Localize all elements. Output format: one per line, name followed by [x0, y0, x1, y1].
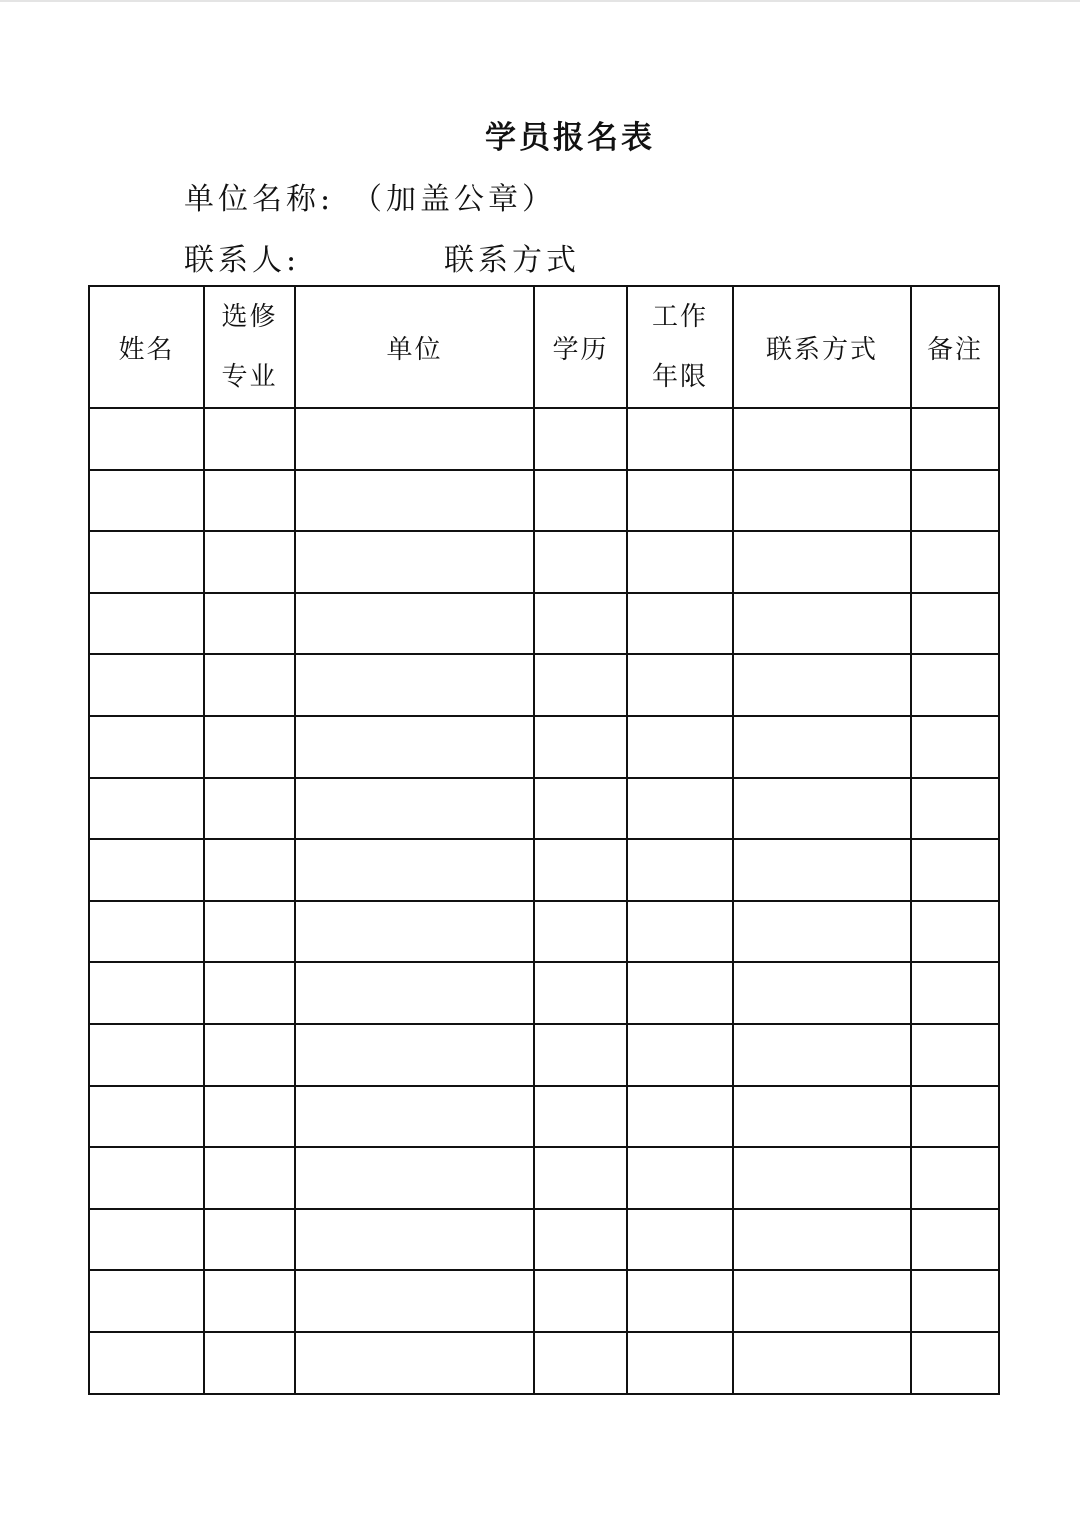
cell-contact[interactable]	[733, 716, 911, 778]
table-row	[89, 716, 999, 778]
table-row	[89, 1332, 999, 1394]
cell-contact[interactable]	[733, 1086, 911, 1148]
table-row	[89, 1086, 999, 1148]
header-education	[534, 286, 627, 408]
header-remarks-text: 备注	[926, 334, 983, 365]
cell-work-years[interactable]	[627, 1332, 733, 1394]
cell-remarks[interactable]	[911, 1086, 999, 1148]
cell-work-years[interactable]	[627, 408, 733, 470]
cell-work-years[interactable]	[627, 1024, 733, 1086]
cell-elective-major[interactable]	[204, 1270, 295, 1332]
cell-elective-major[interactable]	[204, 839, 295, 901]
cell-unit[interactable]	[295, 593, 534, 655]
cell-contact[interactable]	[733, 1209, 911, 1271]
cell-name[interactable]	[89, 1147, 204, 1209]
cell-name[interactable]	[89, 593, 204, 655]
cell-name[interactable]	[89, 408, 204, 470]
cell-unit[interactable]	[295, 531, 534, 593]
header-elective-line1: 选修	[221, 302, 278, 332]
cell-remarks[interactable]	[911, 839, 999, 901]
cell-unit[interactable]	[295, 1209, 534, 1271]
table-row	[89, 1270, 999, 1332]
cell-name[interactable]	[89, 1270, 204, 1332]
cell-elective-major[interactable]	[204, 716, 295, 778]
cell-education[interactable]	[534, 1209, 627, 1271]
header-row	[89, 286, 999, 408]
header-unit-text: 单位	[386, 334, 443, 365]
cell-elective-major[interactable]	[204, 408, 295, 470]
table-row	[89, 1147, 999, 1209]
table-row	[89, 593, 999, 655]
cell-elective-major[interactable]	[204, 654, 295, 716]
cell-education[interactable]	[534, 654, 627, 716]
unit-name-label: 单位名称:	[184, 182, 335, 217]
contact-person-label: 联系人:	[184, 243, 301, 278]
header-work-years-line2: 年限	[651, 362, 708, 392]
cell-name[interactable]	[89, 778, 204, 840]
table-row	[89, 531, 999, 593]
cell-name[interactable]	[89, 962, 204, 1024]
page-top-divider	[0, 0, 1080, 2]
cell-unit[interactable]	[295, 716, 534, 778]
cell-work-years[interactable]	[627, 1209, 733, 1271]
cell-elective-major[interactable]	[204, 593, 295, 655]
cell-contact[interactable]	[733, 962, 911, 1024]
cell-remarks[interactable]	[911, 593, 999, 655]
header-work-years-line1: 工作	[651, 302, 708, 332]
cell-elective-major[interactable]	[204, 1024, 295, 1086]
cell-work-years[interactable]	[627, 901, 733, 963]
header-work-years	[627, 286, 733, 408]
cell-contact[interactable]	[733, 408, 911, 470]
cell-remarks[interactable]	[911, 1024, 999, 1086]
header-unit	[295, 286, 534, 408]
cell-remarks[interactable]	[911, 470, 999, 532]
cell-contact[interactable]	[733, 1270, 911, 1332]
cell-name[interactable]	[89, 1086, 204, 1148]
table-row	[89, 1209, 999, 1271]
cell-name[interactable]	[89, 531, 204, 593]
cell-education[interactable]	[534, 1332, 627, 1394]
table-body	[89, 408, 999, 1394]
cell-education[interactable]	[534, 1147, 627, 1209]
cell-remarks[interactable]	[911, 654, 999, 716]
table-row	[89, 654, 999, 716]
cell-name[interactable]	[89, 1332, 204, 1394]
cell-name[interactable]	[89, 901, 204, 963]
cell-unit[interactable]	[295, 1270, 534, 1332]
cell-work-years[interactable]	[627, 1086, 733, 1148]
cell-name[interactable]	[89, 839, 204, 901]
cell-contact[interactable]	[733, 593, 911, 655]
cell-elective-major[interactable]	[204, 901, 295, 963]
cell-work-years[interactable]	[627, 654, 733, 716]
unit-seal-hint: （加盖公章）	[352, 182, 556, 217]
table-row	[89, 901, 999, 963]
cell-education[interactable]	[534, 1024, 627, 1086]
cell-education[interactable]	[534, 470, 627, 532]
cell-remarks[interactable]	[911, 1270, 999, 1332]
cell-unit[interactable]	[295, 839, 534, 901]
cell-elective-major[interactable]	[204, 531, 295, 593]
cell-education[interactable]	[534, 1270, 627, 1332]
cell-remarks[interactable]	[911, 716, 999, 778]
registration-table	[88, 285, 1000, 1395]
cell-elective-major[interactable]	[204, 1209, 295, 1271]
cell-unit[interactable]	[295, 1332, 534, 1394]
cell-education[interactable]	[534, 1086, 627, 1148]
cell-work-years[interactable]	[627, 962, 733, 1024]
cell-remarks[interactable]	[911, 1147, 999, 1209]
cell-remarks[interactable]	[911, 531, 999, 593]
header-work-years-text	[652, 287, 708, 407]
cell-education[interactable]	[534, 593, 627, 655]
header-education-text: 学历	[552, 334, 609, 365]
cell-education[interactable]	[534, 962, 627, 1024]
cell-education[interactable]	[534, 408, 627, 470]
header-contact	[733, 286, 911, 408]
cell-unit[interactable]	[295, 1147, 534, 1209]
header-name	[89, 286, 204, 408]
cell-elective-major[interactable]	[204, 962, 295, 1024]
cell-unit[interactable]	[295, 1024, 534, 1086]
cell-remarks[interactable]	[911, 1332, 999, 1394]
cell-contact[interactable]	[733, 839, 911, 901]
header-elective-major-text	[221, 287, 277, 407]
cell-unit[interactable]	[295, 470, 534, 532]
cell-elective-major[interactable]	[204, 470, 295, 532]
cell-remarks[interactable]	[911, 901, 999, 963]
cell-work-years[interactable]	[627, 839, 733, 901]
cell-contact[interactable]	[733, 1024, 911, 1086]
table-row	[89, 470, 999, 532]
table-row	[89, 778, 999, 840]
cell-name[interactable]	[89, 654, 204, 716]
cell-work-years[interactable]	[627, 593, 733, 655]
cell-education[interactable]	[534, 531, 627, 593]
cell-elective-major[interactable]	[204, 1147, 295, 1209]
cell-education[interactable]	[534, 716, 627, 778]
header-elective-major	[204, 286, 295, 408]
table-row	[89, 962, 999, 1024]
cell-remarks[interactable]	[911, 1209, 999, 1271]
cell-remarks[interactable]	[911, 962, 999, 1024]
table-row	[89, 408, 999, 470]
cell-unit[interactable]	[295, 778, 534, 840]
cell-name[interactable]	[89, 1209, 204, 1271]
cell-work-years[interactable]	[627, 716, 733, 778]
cell-unit[interactable]	[295, 962, 534, 1024]
cell-contact[interactable]	[733, 901, 911, 963]
cell-contact[interactable]	[733, 531, 911, 593]
cell-unit[interactable]	[295, 1086, 534, 1148]
table-row	[89, 839, 999, 901]
page-title: 学员报名表	[485, 120, 655, 156]
cell-work-years[interactable]	[627, 531, 733, 593]
cell-name[interactable]	[89, 716, 204, 778]
cell-contact[interactable]	[733, 654, 911, 716]
cell-elective-major[interactable]	[204, 1332, 295, 1394]
header-remarks	[911, 286, 999, 408]
cell-work-years[interactable]	[627, 470, 733, 532]
cell-elective-major[interactable]	[204, 1086, 295, 1148]
cell-name[interactable]	[89, 1024, 204, 1086]
contact-method-label: 联系方式	[444, 243, 580, 278]
table-row	[89, 1024, 999, 1086]
cell-work-years[interactable]	[627, 778, 733, 840]
cell-work-years[interactable]	[627, 1147, 733, 1209]
cell-contact[interactable]	[733, 778, 911, 840]
cell-contact[interactable]	[733, 1147, 911, 1209]
cell-unit[interactable]	[295, 901, 534, 963]
header-name-text: 姓名	[118, 334, 175, 365]
cell-education[interactable]	[534, 901, 627, 963]
cell-education[interactable]	[534, 778, 627, 840]
header-contact-text: 联系方式	[765, 334, 878, 365]
cell-contact[interactable]	[733, 470, 911, 532]
cell-work-years[interactable]	[627, 1270, 733, 1332]
cell-unit[interactable]	[295, 654, 534, 716]
cell-contact[interactable]	[733, 1332, 911, 1394]
cell-remarks[interactable]	[911, 778, 999, 840]
cell-remarks[interactable]	[911, 408, 999, 470]
header-elective-line2: 专业	[221, 362, 278, 392]
cell-education[interactable]	[534, 839, 627, 901]
cell-elective-major[interactable]	[204, 778, 295, 840]
cell-unit[interactable]	[295, 408, 534, 470]
table-header	[89, 286, 999, 408]
cell-name[interactable]	[89, 470, 204, 532]
